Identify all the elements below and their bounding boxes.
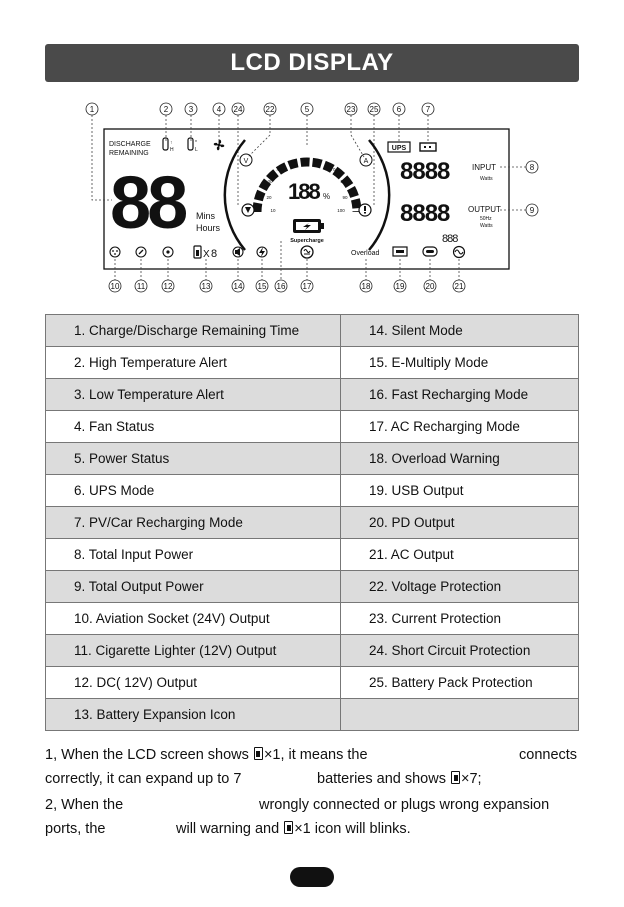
svg-text:↑: ↑ [170, 140, 173, 146]
svg-text:7: 7 [425, 105, 431, 114]
callout-top-6 [393, 103, 405, 115]
svg-text:22: 22 [265, 105, 275, 114]
svg-text:40: 40 [276, 167, 282, 172]
table-row: 10. Aviation Socket (24V) Output 23. Current Protection [46, 603, 579, 635]
svg-text:19: 19 [395, 282, 405, 291]
callout-top-5 [301, 103, 313, 115]
svg-text:100: 100 [337, 208, 345, 213]
svg-text:10: 10 [110, 282, 120, 291]
svg-text:50: 50 [291, 159, 297, 164]
callout-bottom-18 [360, 280, 372, 292]
table-row: 4. Fan Status 17. AC Recharging Mode [46, 411, 579, 443]
page-title: LCD DISPLAY [45, 44, 579, 82]
battery-protection-icon [359, 204, 371, 216]
svg-text:25: 25 [369, 105, 379, 114]
output-power-digits: 8888 [400, 200, 450, 227]
svg-text:18: 18 [361, 282, 371, 291]
callout-bottom-11 [135, 280, 147, 292]
svg-text:20: 20 [266, 195, 272, 200]
input-unit: Watts [480, 176, 493, 182]
table-row: 5. Power Status 18. Overload Warning [46, 443, 579, 475]
table-row: 9. Total Output Power 22. Voltage Protection [46, 571, 579, 603]
callout-right-9 [526, 204, 538, 216]
output-frequency: 50Hz [480, 216, 492, 222]
table-row: 13. Battery Expansion Icon [46, 699, 579, 731]
svg-text:V: V [243, 158, 249, 165]
svg-text:24: 24 [233, 105, 243, 114]
svg-text:11: 11 [136, 282, 146, 291]
table-row: 7. PV/Car Recharging Mode 20. PD Output [46, 507, 579, 539]
remaining-label: REMAINING [109, 150, 149, 157]
svg-text:21: 21 [454, 282, 464, 291]
svg-text:14: 14 [233, 282, 243, 291]
output-unit: Watts [480, 223, 493, 229]
battery-icon [254, 747, 263, 760]
callout-top-1 [86, 103, 98, 115]
svg-text:13: 13 [201, 282, 211, 291]
svg-text:6: 6 [396, 105, 402, 114]
svg-text:16: 16 [276, 282, 286, 291]
mins-label: Mins [196, 211, 216, 221]
callout-top-24 [232, 103, 244, 115]
svg-text:23: 23 [346, 105, 356, 114]
battery-icon [284, 821, 293, 834]
callout-bottom-10 [109, 280, 121, 292]
note-1: 1, When the LCD screen shows ×1, it means the connects correctly, it can expand up to 7 batteries and shows ×7; [45, 747, 578, 787]
callout-bottom-17 [301, 280, 313, 292]
callout-bottom-19 [394, 280, 406, 292]
table-row: 3. Low Temperature Alert 16. Fast Recharging Mode [46, 379, 579, 411]
callout-bottom-21 [453, 280, 465, 292]
svg-text:X: X [203, 249, 210, 260]
callout-top-3 [185, 103, 197, 115]
lcd-diagram [0, 95, 624, 300]
callout-top-2 [160, 103, 172, 115]
table-row: 12. DC( 12V) Output 25. Battery Pack Protection [46, 667, 579, 699]
percent-sign: % [323, 192, 331, 201]
callout-top-22 [264, 103, 276, 115]
svg-text:17: 17 [302, 282, 312, 291]
callout-top-23 [345, 103, 357, 115]
table-row: 2. High Temperature Alert 15. E-Multiply Mode [46, 347, 579, 379]
callout-top-7 [422, 103, 434, 115]
callout-top-25 [368, 103, 380, 115]
svg-text:3: 3 [188, 105, 194, 114]
callout-bottom-16 [275, 280, 287, 292]
overload-label: Overload [351, 250, 380, 257]
battery-icon [451, 771, 460, 784]
input-power-digits: 8888 [400, 158, 450, 185]
output-label: OUTPUT [468, 205, 501, 214]
svg-text:L: L [195, 147, 198, 153]
callout-right-8 [526, 161, 538, 173]
svg-text:*: * [195, 140, 197, 146]
table-row: 11. Cigarette Lighter (12V) Output 24. Short Circuit Protection [46, 635, 579, 667]
svg-text:12: 12 [163, 282, 173, 291]
svg-text:30: 30 [267, 179, 273, 184]
svg-text:UPS: UPS [391, 145, 407, 152]
small-digits: 888 [442, 233, 458, 245]
svg-text:60: 60 [315, 159, 321, 164]
callout-bottom-12 [162, 280, 174, 292]
short-circuit-protection-icon [242, 204, 254, 216]
discharge-label: DISCHARGE [109, 141, 151, 148]
input-label: INPUT [472, 163, 496, 172]
svg-text:4: 4 [216, 105, 222, 114]
svg-text:80: 80 [340, 179, 346, 184]
callout-bottom-15 [256, 280, 268, 292]
svg-text:A: A [363, 158, 369, 165]
note-2: 2, When the wrongly connected or plugs wrong expansion ports, the will warning and ×1 icon will blinks. [45, 797, 550, 837]
svg-text:2: 2 [163, 105, 169, 114]
svg-text:H: H [170, 147, 174, 153]
percent-digits: 188 [288, 179, 319, 204]
callout-top-4 [213, 103, 225, 115]
svg-text:8: 8 [211, 248, 218, 260]
hours-label: Hours [196, 223, 221, 233]
page-number-badge [290, 867, 334, 887]
svg-text:9: 9 [529, 206, 535, 215]
svg-text:15: 15 [257, 282, 267, 291]
legend-table [45, 314, 579, 731]
table-row: 1. Charge/Discharge Remaining Time 14. Silent Mode [46, 315, 579, 347]
svg-text:8: 8 [529, 163, 535, 172]
callout-bottom-13 [200, 280, 212, 292]
table-row: 6. UPS Mode 19. USB Output [46, 475, 579, 507]
callout-bottom-14 [232, 280, 244, 292]
remaining-time-digits: 88 [110, 161, 185, 244]
svg-text:1: 1 [89, 105, 95, 114]
svg-text:90: 90 [342, 195, 348, 200]
svg-text:20: 20 [425, 282, 435, 291]
table-row: 8. Total Input Power 21. AC Output [46, 539, 579, 571]
svg-text:5: 5 [304, 105, 310, 114]
fast-charge-battery-icon [293, 219, 324, 233]
supercharge-label: Supercharge [290, 238, 324, 244]
svg-text:10: 10 [270, 208, 276, 213]
svg-text:70: 70 [330, 167, 336, 172]
callout-bottom-20 [424, 280, 436, 292]
